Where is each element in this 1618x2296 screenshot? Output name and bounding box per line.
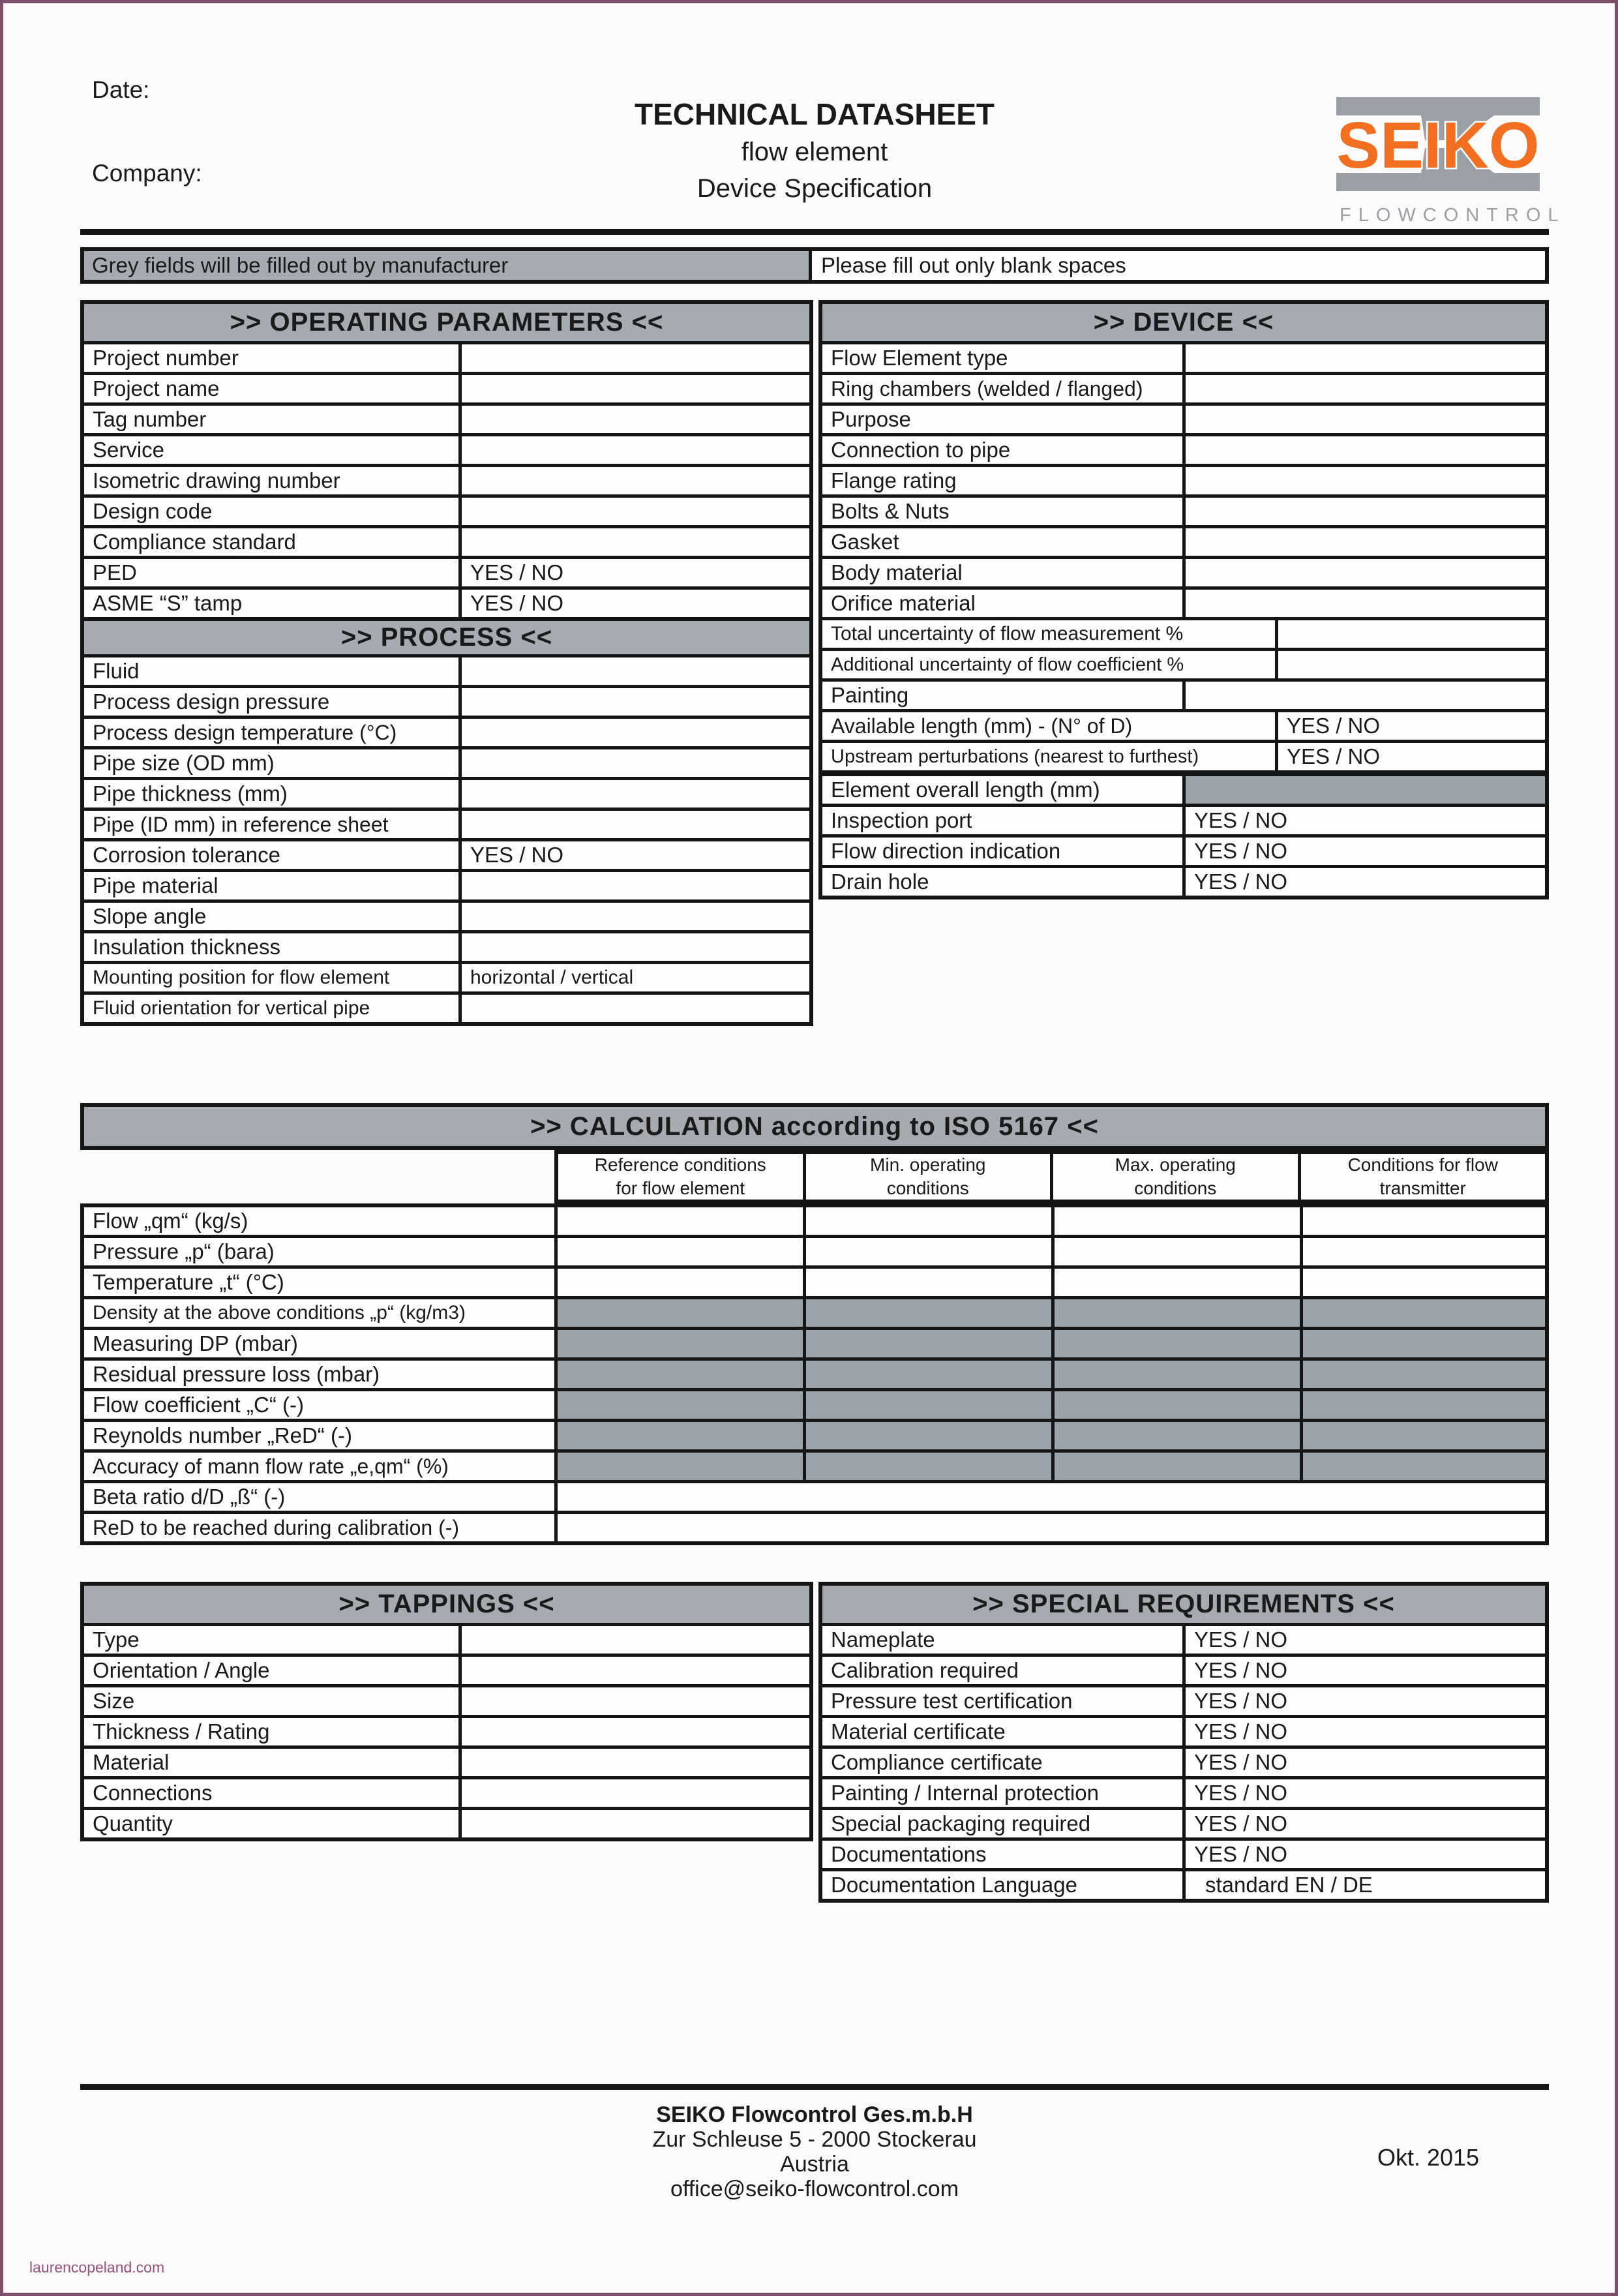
field-input[interactable] bbox=[458, 995, 809, 1022]
calculation-table bbox=[80, 1203, 1549, 1545]
field-input[interactable] bbox=[1182, 467, 1545, 494]
field-label: Pipe thickness (mm) bbox=[93, 781, 288, 806]
table-row bbox=[822, 740, 1545, 770]
table-row bbox=[84, 556, 809, 586]
seiko-logo bbox=[1332, 88, 1566, 226]
field-input[interactable] bbox=[1300, 1207, 1545, 1235]
field-label: Slope angle bbox=[93, 904, 207, 928]
section-header-device: >> DEVICE << bbox=[822, 304, 1545, 344]
field-input[interactable] bbox=[554, 1238, 803, 1265]
field-label: Pressure „p“ (bara) bbox=[93, 1239, 275, 1263]
yes-no-choice[interactable]: YES / NO bbox=[1182, 1657, 1545, 1684]
table-row bbox=[84, 1807, 809, 1837]
table-row bbox=[84, 716, 809, 746]
table-row bbox=[84, 1654, 809, 1684]
field-input[interactable] bbox=[458, 528, 809, 556]
footer-company: SEIKO Flowcontrol Ges.m.b.H bbox=[656, 2102, 973, 2127]
field-label: Size bbox=[93, 1689, 135, 1713]
yes-no-choice[interactable]: YES / NO bbox=[458, 559, 809, 586]
field-label: Flow direction indication bbox=[831, 839, 1061, 863]
field-label: Material certificate bbox=[831, 1719, 1006, 1744]
table-row bbox=[84, 1265, 1545, 1296]
logo-brand-text: SEIKO bbox=[1336, 109, 1540, 182]
table-row bbox=[822, 433, 1545, 464]
page-subtitle-2: Device Specification bbox=[697, 174, 933, 203]
date-label: Date: bbox=[92, 76, 150, 103]
field-label: Project number bbox=[93, 346, 239, 370]
field-label: Compliance certificate bbox=[831, 1750, 1043, 1774]
table-row bbox=[84, 1327, 1545, 1357]
field-label: Insulation thickness bbox=[93, 935, 280, 959]
table-row bbox=[822, 586, 1545, 617]
table-row bbox=[822, 464, 1545, 494]
field-input[interactable] bbox=[803, 1238, 1051, 1265]
table-row bbox=[84, 1684, 809, 1715]
field-input[interactable] bbox=[1051, 1269, 1300, 1296]
field-label: Body material bbox=[831, 560, 963, 584]
table-row bbox=[822, 1776, 1545, 1807]
field-label: Thickness / Rating bbox=[93, 1719, 270, 1744]
yes-no-choice[interactable]: YES / NO bbox=[1182, 868, 1545, 896]
yes-no-choice[interactable]: YES / NO bbox=[1182, 838, 1545, 865]
field-input[interactable] bbox=[458, 1810, 809, 1837]
field-input[interactable] bbox=[1300, 1238, 1545, 1265]
column-header: Reference conditions for flow element bbox=[594, 1155, 766, 1198]
watermark: laurencopeland.com bbox=[29, 2259, 165, 2276]
field-label: Pipe material bbox=[93, 873, 218, 898]
table-row bbox=[822, 1626, 1545, 1654]
field-label: Density at the above conditions „p“ (kg/m3) bbox=[93, 1302, 466, 1323]
device-table bbox=[818, 300, 1549, 899]
manufacturer-field bbox=[1300, 1330, 1545, 1357]
field-input[interactable] bbox=[458, 1687, 809, 1715]
yes-no-choice[interactable]: YES / NO bbox=[1182, 1749, 1545, 1776]
field-label: Fluid orientation for vertical pipe bbox=[93, 997, 370, 1019]
table-row bbox=[84, 869, 809, 899]
field-input[interactable] bbox=[458, 1626, 809, 1654]
field-label: Isometric drawing number bbox=[93, 468, 340, 492]
field-input[interactable] bbox=[458, 436, 809, 464]
field-label: Inspection port bbox=[831, 808, 972, 832]
field-label: Design code bbox=[93, 499, 213, 523]
field-input[interactable] bbox=[1182, 590, 1545, 617]
logo-flowcontrol-text: FLOWCONTROL bbox=[1340, 205, 1566, 226]
field-input[interactable] bbox=[458, 467, 809, 494]
manufacturer-field bbox=[1300, 1361, 1545, 1388]
field-input[interactable] bbox=[1300, 1269, 1545, 1296]
table-row bbox=[84, 657, 809, 685]
field-input[interactable] bbox=[1182, 559, 1545, 586]
field-label: Element overall length (mm) bbox=[831, 778, 1100, 802]
table-row bbox=[822, 1837, 1545, 1868]
table-row bbox=[84, 899, 809, 930]
field-label: Painting / Internal protection bbox=[831, 1781, 1099, 1805]
table-row bbox=[84, 402, 809, 433]
table-row bbox=[84, 1296, 1545, 1327]
field-label: Flow coefficient „C“ (-) bbox=[93, 1393, 304, 1417]
field-label: Measuring DP (mbar) bbox=[93, 1331, 298, 1355]
field-input[interactable] bbox=[458, 811, 809, 838]
table-row bbox=[822, 865, 1545, 896]
yes-no-choice[interactable]: YES / NO bbox=[1182, 1718, 1545, 1745]
section-header-special-requirements: >> SPECIAL REQUIREMENTS << bbox=[822, 1586, 1545, 1626]
manufacturer-field bbox=[1300, 1391, 1545, 1419]
field-label: Corrosion tolerance bbox=[93, 843, 280, 867]
field-input[interactable] bbox=[554, 1483, 1545, 1511]
field-input[interactable] bbox=[458, 933, 809, 961]
field-label: Orientation / Angle bbox=[93, 1658, 270, 1682]
manufacturer-field bbox=[554, 1422, 803, 1449]
section-header-tappings: >> TAPPINGS << bbox=[84, 1586, 809, 1626]
field-label: Process design temperature (°C) bbox=[93, 720, 397, 744]
field-label: ReD to be reached during calibration (-) bbox=[93, 1515, 460, 1539]
table-row bbox=[84, 1388, 1545, 1419]
choice-value[interactable]: horizontal / vertical bbox=[458, 964, 809, 991]
manufacturer-field bbox=[1051, 1422, 1300, 1449]
company-label: Company: bbox=[92, 160, 202, 187]
page-title: TECHNICAL DATASHEET bbox=[635, 97, 995, 131]
field-label: Fluid bbox=[93, 659, 140, 683]
field-label: Calibration required bbox=[831, 1658, 1019, 1682]
table-row bbox=[822, 617, 1545, 648]
yes-no-choice[interactable]: YES / NO bbox=[1182, 807, 1545, 834]
table-row bbox=[84, 372, 809, 402]
column-header: Min. operating conditions bbox=[803, 1154, 1051, 1200]
table-row bbox=[822, 770, 1545, 804]
footer-divider bbox=[80, 2084, 1549, 2090]
table-row bbox=[84, 1626, 809, 1654]
field-input[interactable] bbox=[458, 657, 809, 685]
field-label: Connections bbox=[93, 1781, 213, 1805]
table-row bbox=[84, 1776, 809, 1807]
banner-grey-note: Grey fields will be filled out by manufacturer bbox=[84, 251, 812, 280]
field-input[interactable] bbox=[1182, 375, 1545, 402]
manufacturer-field bbox=[803, 1422, 1051, 1449]
page-subtitle-1: flow element bbox=[741, 138, 888, 166]
yes-no-choice[interactable]: YES / NO bbox=[1275, 712, 1545, 740]
field-label: Pipe (ID mm) in reference sheet bbox=[93, 812, 389, 836]
field-label: Pipe size (OD mm) bbox=[93, 751, 275, 775]
field-input[interactable] bbox=[458, 1718, 809, 1745]
manufacturer-field bbox=[554, 1453, 803, 1480]
field-label: Special packaging required bbox=[831, 1811, 1091, 1835]
table-row bbox=[84, 494, 809, 525]
field-label: Material bbox=[93, 1750, 170, 1774]
footer-country: Austria bbox=[780, 2152, 849, 2177]
field-input[interactable] bbox=[458, 1657, 809, 1684]
field-input[interactable] bbox=[1182, 436, 1545, 464]
table-row bbox=[84, 1480, 1545, 1511]
manufacturer-field bbox=[554, 1299, 803, 1327]
footer-address: Zur Schleuse 5 - 2000 Stockerau bbox=[652, 2127, 977, 2152]
field-input[interactable] bbox=[458, 903, 809, 930]
yes-no-choice[interactable]: YES / NO bbox=[458, 590, 809, 617]
manufacturer-field bbox=[1300, 1299, 1545, 1327]
field-label: ASME “S” tamp bbox=[93, 591, 243, 615]
manufacturer-field bbox=[1182, 776, 1545, 804]
field-input[interactable] bbox=[554, 1269, 803, 1296]
manufacturer-field bbox=[554, 1330, 803, 1357]
column-header: Max. operating conditions bbox=[1050, 1154, 1298, 1200]
column-header: Conditions for flow transmitter bbox=[1298, 1154, 1546, 1200]
field-label: PED bbox=[93, 560, 137, 584]
field-input[interactable] bbox=[1182, 528, 1545, 556]
table-row bbox=[84, 525, 809, 556]
field-label: Ring chambers (welded / flanged) bbox=[831, 376, 1143, 400]
field-label: Process design pressure bbox=[93, 689, 330, 714]
footer-date: Okt. 2015 bbox=[1377, 2144, 1480, 2171]
yes-no-choice[interactable]: YES / NO bbox=[1182, 1779, 1545, 1807]
field-input[interactable] bbox=[554, 1514, 1545, 1541]
field-input[interactable] bbox=[1051, 1238, 1300, 1265]
table-row bbox=[822, 1684, 1545, 1715]
field-label: Available length (mm) - (N° of D) bbox=[831, 714, 1133, 738]
table-row bbox=[84, 808, 809, 838]
table-row bbox=[822, 678, 1545, 709]
language-choice[interactable]: standard EN / DE bbox=[1182, 1871, 1545, 1899]
table-row bbox=[84, 838, 809, 869]
table-row bbox=[84, 991, 809, 1022]
field-label: Additional uncertainty of flow coefficient % bbox=[831, 654, 1184, 675]
title-block bbox=[80, 95, 1549, 207]
table-row bbox=[84, 1235, 1545, 1265]
field-label: Accuracy of mann flow rate „e,qm“ (%) bbox=[93, 1454, 449, 1478]
manufacturer-field bbox=[1051, 1361, 1300, 1388]
field-input[interactable] bbox=[1182, 406, 1545, 433]
field-input[interactable] bbox=[458, 344, 809, 372]
section-header-operating-parameters: >> OPERATING PARAMETERS << bbox=[84, 304, 809, 344]
field-label: Project name bbox=[93, 376, 220, 400]
manufacturer-field bbox=[1300, 1422, 1545, 1449]
field-label: Painting bbox=[831, 683, 909, 707]
field-label: Reynolds number „ReD“ (-) bbox=[93, 1423, 352, 1447]
field-label: Service bbox=[93, 438, 165, 462]
field-input[interactable] bbox=[554, 1207, 803, 1235]
table-row bbox=[84, 1715, 809, 1745]
field-label: Residual pressure loss (mbar) bbox=[93, 1362, 380, 1386]
table-row bbox=[822, 525, 1545, 556]
field-label: Type bbox=[93, 1627, 140, 1652]
field-label: Connection to pipe bbox=[831, 438, 1011, 462]
field-input[interactable] bbox=[1182, 498, 1545, 525]
section-header-process: >> PROCESS << bbox=[84, 617, 809, 657]
table-row bbox=[822, 494, 1545, 525]
manufacturer-field bbox=[803, 1391, 1051, 1419]
table-row bbox=[84, 777, 809, 808]
table-row bbox=[84, 1511, 1545, 1541]
field-label: Flow „qm“ (kg/s) bbox=[93, 1209, 248, 1233]
field-input[interactable] bbox=[458, 688, 809, 716]
manufacturer-field bbox=[1051, 1330, 1300, 1357]
table-row bbox=[84, 930, 809, 961]
yes-no-choice[interactable]: YES / NO bbox=[1182, 1687, 1545, 1715]
table-row bbox=[822, 372, 1545, 402]
yes-no-choice[interactable]: YES / NO bbox=[1275, 743, 1545, 770]
table-row bbox=[822, 804, 1545, 834]
field-input[interactable] bbox=[1275, 620, 1545, 648]
table-row bbox=[822, 1654, 1545, 1684]
table-row bbox=[822, 1807, 1545, 1837]
field-label: Total uncertainty of flow measurement % bbox=[831, 623, 1184, 644]
field-label: Quantity bbox=[93, 1811, 173, 1835]
field-input[interactable] bbox=[458, 498, 809, 525]
field-input[interactable] bbox=[803, 1207, 1051, 1235]
table-row bbox=[84, 1745, 809, 1776]
instruction-banner bbox=[80, 247, 1549, 284]
table-row bbox=[822, 834, 1545, 865]
table-row bbox=[84, 1449, 1545, 1480]
yes-no-choice[interactable]: YES / NO bbox=[1182, 1841, 1545, 1868]
field-input[interactable] bbox=[458, 1779, 809, 1807]
manufacturer-field bbox=[1051, 1299, 1300, 1327]
table-row bbox=[822, 1715, 1545, 1745]
field-input[interactable] bbox=[1051, 1207, 1300, 1235]
table-row bbox=[84, 344, 809, 372]
field-label: Documentation Language bbox=[831, 1873, 1077, 1897]
field-input[interactable] bbox=[458, 1749, 809, 1776]
field-label: Flange rating bbox=[831, 468, 957, 492]
footer-email: office@seiko-flowcontrol.com bbox=[670, 2177, 959, 2201]
manufacturer-field bbox=[1300, 1453, 1545, 1480]
special-requirements-table bbox=[818, 1582, 1549, 1903]
field-label: Nameplate bbox=[831, 1627, 935, 1652]
field-label: Mounting position for flow element bbox=[93, 967, 390, 988]
yes-no-choice[interactable]: YES / NO bbox=[458, 841, 809, 869]
field-label: Flow Element type bbox=[831, 346, 1008, 370]
manufacturer-field bbox=[803, 1453, 1051, 1480]
table-row bbox=[84, 464, 809, 494]
table-row bbox=[84, 685, 809, 716]
manufacturer-field bbox=[803, 1299, 1051, 1327]
calculation-column-headers bbox=[554, 1150, 1549, 1203]
yes-no-choice[interactable]: YES / NO bbox=[1182, 1626, 1545, 1654]
table-row bbox=[822, 1745, 1545, 1776]
table-row bbox=[84, 1419, 1545, 1449]
field-label: Temperature „t“ (°C) bbox=[93, 1270, 284, 1294]
manufacturer-field bbox=[554, 1361, 803, 1388]
table-row bbox=[84, 746, 809, 777]
field-label: Upstream perturbations (nearest to furthest) bbox=[831, 746, 1199, 767]
field-input[interactable] bbox=[458, 780, 809, 808]
field-label: Beta ratio d/D „ß“ (-) bbox=[93, 1485, 286, 1509]
field-label: Purpose bbox=[831, 407, 911, 431]
field-input[interactable] bbox=[1182, 682, 1545, 709]
tappings-table bbox=[80, 1582, 813, 1841]
table-row bbox=[822, 648, 1545, 678]
table-row bbox=[84, 961, 809, 991]
manufacturer-field bbox=[803, 1361, 1051, 1388]
field-label: Pressure test certification bbox=[831, 1689, 1073, 1713]
manufacturer-field bbox=[1051, 1453, 1300, 1480]
table-row bbox=[84, 1357, 1545, 1388]
field-input[interactable] bbox=[458, 375, 809, 402]
field-label: Gasket bbox=[831, 530, 899, 554]
field-label: Bolts & Nuts bbox=[831, 499, 950, 523]
venturi-tube-icon bbox=[1332, 88, 1544, 200]
table-row bbox=[822, 709, 1545, 740]
field-input[interactable] bbox=[458, 749, 809, 777]
table-row bbox=[84, 1207, 1545, 1235]
field-label: Documentations bbox=[831, 1842, 987, 1866]
operating-parameters-table bbox=[80, 300, 813, 1026]
table-row bbox=[822, 344, 1545, 372]
header-divider bbox=[80, 229, 1549, 235]
field-label: Compliance standard bbox=[93, 530, 296, 554]
table-row bbox=[822, 556, 1545, 586]
field-label: Tag number bbox=[93, 407, 207, 431]
table-row bbox=[822, 1868, 1545, 1899]
field-input[interactable] bbox=[458, 406, 809, 433]
banner-blank-note: Please fill out only blank spaces bbox=[821, 253, 1126, 277]
manufacturer-field bbox=[803, 1330, 1051, 1357]
field-input[interactable] bbox=[803, 1269, 1051, 1296]
section-header-calculation: >> CALCULATION according to ISO 5167 << bbox=[80, 1103, 1549, 1150]
field-label: Drain hole bbox=[831, 869, 929, 894]
field-input[interactable] bbox=[1275, 651, 1545, 678]
field-input[interactable] bbox=[458, 872, 809, 899]
field-label: Orifice material bbox=[831, 591, 976, 615]
table-row bbox=[822, 402, 1545, 433]
manufacturer-field bbox=[554, 1391, 803, 1419]
field-input[interactable] bbox=[458, 719, 809, 746]
yes-no-choice[interactable]: YES / NO bbox=[1182, 1810, 1545, 1837]
manufacturer-field bbox=[1051, 1391, 1300, 1419]
field-input[interactable] bbox=[1182, 344, 1545, 372]
table-row bbox=[84, 433, 809, 464]
table-row bbox=[84, 586, 809, 617]
